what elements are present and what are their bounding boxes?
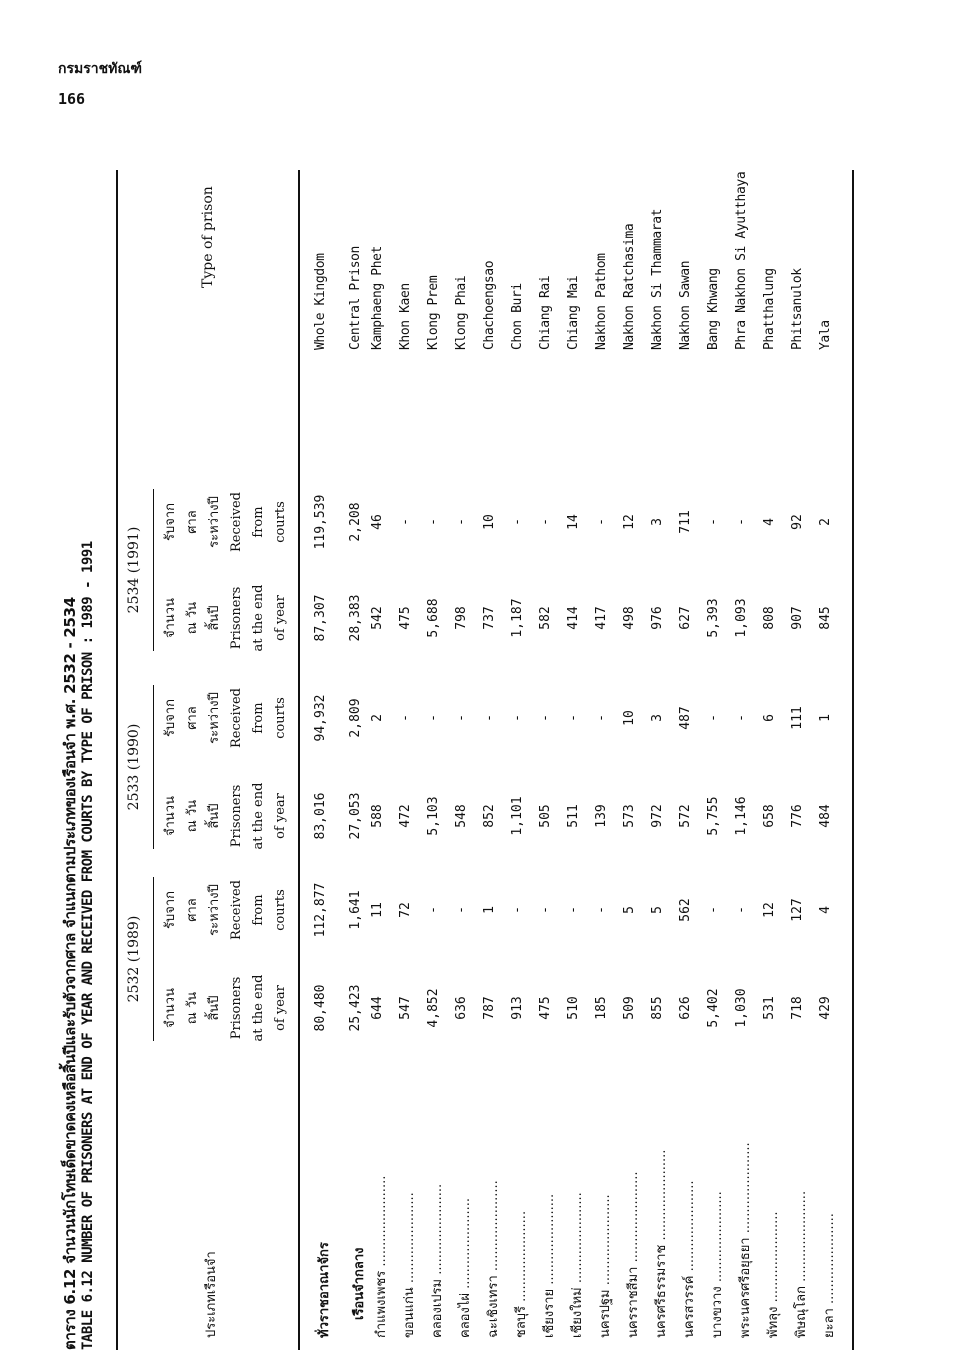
header-rule bbox=[298, 170, 300, 1350]
row-label-thai-text: นครศรีธรรมราช bbox=[654, 1244, 669, 1338]
data-cell: 509 bbox=[622, 996, 637, 1020]
data-cell: 1 bbox=[818, 714, 833, 722]
column-header-line: ระหว่างปี bbox=[207, 692, 222, 744]
column-header-line: of year bbox=[273, 793, 288, 839]
row-label-thai bbox=[538, 1194, 559, 1338]
column-header-line: Received bbox=[229, 880, 244, 940]
leader-dots: ...................... bbox=[430, 1183, 445, 1279]
data-cell: 1,187 bbox=[510, 598, 525, 638]
data-cell: 798 bbox=[454, 606, 469, 630]
data-cell: 644 bbox=[370, 996, 385, 1020]
data-cell: - bbox=[510, 518, 525, 526]
column-header-line: ระหว่างปี bbox=[207, 496, 222, 548]
data-cell: 112,877 bbox=[313, 882, 328, 938]
row-label-thai-text: เชียงราย bbox=[542, 1288, 557, 1338]
row-label-thai bbox=[454, 1198, 475, 1338]
data-cell: 11 bbox=[370, 902, 385, 918]
row-label-thai-text: กำแพงเพชร bbox=[374, 1270, 389, 1338]
row-label-english: Nakhon Ratchasima bbox=[622, 223, 637, 350]
data-cell: - bbox=[706, 714, 721, 722]
row-label-english: Nakhon Si Thammarat bbox=[650, 208, 665, 350]
leader-dots: ...................... bbox=[598, 1194, 613, 1290]
leader-dots: ...................... bbox=[794, 1190, 809, 1286]
column-header-line: Prisoners bbox=[229, 784, 244, 848]
column-header-line: ระหว่างปี bbox=[207, 884, 222, 936]
data-cell: 475 bbox=[538, 996, 553, 1020]
row-label-english: Phatthalung bbox=[762, 268, 777, 350]
rotated-table-page bbox=[18, 150, 948, 1350]
column-header-line: จำนวน bbox=[163, 796, 178, 836]
data-cell: - bbox=[510, 714, 525, 722]
data-cell: 505 bbox=[538, 804, 553, 828]
leader-dots: ...................... bbox=[486, 1180, 501, 1276]
column-header-line: รับจาก bbox=[163, 698, 178, 738]
leader-dots: ...................... bbox=[766, 1211, 781, 1307]
column-header-line: courts bbox=[273, 501, 288, 543]
data-cell: 127 bbox=[790, 898, 805, 922]
row-label-thai bbox=[426, 1184, 447, 1338]
data-cell: 5,688 bbox=[426, 598, 441, 638]
data-cell: 472 bbox=[398, 804, 413, 828]
data-cell: 2,809 bbox=[348, 698, 363, 738]
row-label-thai bbox=[762, 1212, 783, 1339]
top-rule bbox=[116, 170, 118, 1350]
data-cell: - bbox=[426, 714, 441, 722]
row-label-thai bbox=[734, 1142, 755, 1338]
data-cell: 429 bbox=[818, 996, 833, 1020]
data-cell: - bbox=[398, 518, 413, 526]
row-label-english: Kamphaeng Phet bbox=[370, 246, 385, 350]
data-cell: 845 bbox=[818, 606, 833, 630]
data-cell: 2 bbox=[370, 714, 385, 722]
row-label-thai-text: ขอนแก่น bbox=[402, 1287, 417, 1338]
row-label-thai-text: คลองไผ่ bbox=[458, 1293, 473, 1338]
data-cell: 547 bbox=[398, 996, 413, 1020]
row-label-english: Nakhon Pathom bbox=[594, 253, 609, 350]
column-header-line: สิ้นปี bbox=[207, 803, 222, 829]
column-header-line: of year bbox=[273, 985, 288, 1031]
leader-dots: ...................... bbox=[514, 1210, 529, 1306]
data-cell: 510 bbox=[566, 996, 581, 1020]
column-header-line: รับจาก bbox=[163, 502, 178, 542]
data-cell: 572 bbox=[678, 804, 693, 828]
page-number: 166 bbox=[58, 90, 86, 108]
column-header-line: from bbox=[251, 894, 266, 926]
data-cell: 548 bbox=[454, 804, 469, 828]
row-label-english: Klong Phai bbox=[454, 275, 469, 350]
data-cell: 5,755 bbox=[706, 796, 721, 836]
column-header-line: Prisoners bbox=[229, 976, 244, 1040]
row-label-thai bbox=[818, 1213, 839, 1338]
row-label-english: Whole Kingdom bbox=[313, 253, 328, 350]
leader-dots: ...................... bbox=[458, 1197, 473, 1294]
data-cell: 4 bbox=[762, 518, 777, 526]
data-cell: 14 bbox=[566, 514, 581, 530]
data-cell: 5 bbox=[650, 906, 665, 914]
data-cell: 976 bbox=[650, 606, 665, 630]
data-cell: 417 bbox=[594, 606, 609, 630]
data-cell: 787 bbox=[482, 996, 497, 1020]
data-cell: 907 bbox=[790, 606, 805, 630]
column-header-line: courts bbox=[273, 697, 288, 739]
data-cell: 737 bbox=[482, 606, 497, 630]
leader-dots: ...................... bbox=[654, 1149, 669, 1245]
leader-dots: ...................... bbox=[682, 1180, 697, 1276]
row-label-thai-text: พระนครศรีอยุธยา bbox=[738, 1237, 753, 1338]
data-cell: 185 bbox=[594, 996, 609, 1020]
data-cell: 855 bbox=[650, 996, 665, 1020]
department-header: กรมราชทัณฑ์ bbox=[58, 61, 142, 77]
data-cell: 1,030 bbox=[734, 988, 749, 1028]
data-cell: 139 bbox=[594, 804, 609, 828]
column-header-line: at the end bbox=[251, 974, 266, 1042]
row-label-english: Nakhon Sawan bbox=[678, 260, 693, 350]
data-cell: 5,402 bbox=[706, 988, 721, 1028]
leader-dots: ...................... bbox=[542, 1193, 557, 1289]
data-cell: - bbox=[734, 714, 749, 722]
data-cell: - bbox=[594, 906, 609, 914]
data-cell: 1,093 bbox=[734, 598, 749, 638]
data-cell: 808 bbox=[762, 606, 777, 630]
data-cell: - bbox=[734, 906, 749, 914]
data-cell: - bbox=[734, 518, 749, 526]
row-label-thai-text: ฉะเชิงเทรา bbox=[486, 1275, 501, 1338]
row-label-thai-text: พัทลุง bbox=[766, 1306, 781, 1338]
column-header-line: ณ วัน bbox=[185, 601, 200, 635]
data-cell: - bbox=[426, 518, 441, 526]
data-cell: 711 bbox=[678, 510, 693, 534]
column-header-line: ณ วัน bbox=[185, 991, 200, 1025]
column-header-line: courts bbox=[273, 889, 288, 931]
data-cell: 498 bbox=[622, 606, 637, 630]
row-label-english: Phitsanulok bbox=[790, 268, 805, 350]
data-cell: 531 bbox=[762, 996, 777, 1020]
data-cell: 92 bbox=[790, 514, 805, 530]
data-cell: - bbox=[454, 906, 469, 914]
data-cell: - bbox=[566, 714, 581, 722]
row-label-english: Central Prison bbox=[348, 246, 363, 350]
row-label-thai-text: บางขวาง bbox=[710, 1286, 725, 1338]
data-cell: 46 bbox=[370, 514, 385, 530]
column-header-line: รับจาก bbox=[163, 890, 178, 930]
bottom-rule bbox=[852, 170, 854, 1350]
data-cell: 80,480 bbox=[313, 984, 328, 1032]
data-cell: 87,307 bbox=[313, 594, 328, 642]
row-label-thai bbox=[678, 1180, 699, 1338]
row-label-english: Bang Khwang bbox=[706, 268, 721, 350]
data-cell: - bbox=[538, 714, 553, 722]
data-cell: 562 bbox=[678, 898, 693, 922]
row-label-english: Yala bbox=[818, 320, 833, 350]
data-cell: 484 bbox=[818, 804, 833, 828]
row-label-english: Chiang Rai bbox=[538, 275, 553, 350]
data-cell: - bbox=[594, 518, 609, 526]
data-cell: 3 bbox=[650, 518, 665, 526]
leader-dots: ...................... bbox=[570, 1192, 585, 1288]
row-label-english: Chiang Mai bbox=[566, 275, 581, 350]
data-cell: 626 bbox=[678, 996, 693, 1020]
data-cell: 582 bbox=[538, 606, 553, 630]
row-label-thai bbox=[398, 1192, 419, 1338]
column-header-line: ศาล bbox=[185, 510, 200, 534]
column-header-line: จำนวน bbox=[163, 598, 178, 638]
stub-header-thai: ประเภทเรือนจำ bbox=[204, 1251, 219, 1338]
data-cell: - bbox=[566, 906, 581, 914]
row-label-thai bbox=[510, 1211, 531, 1338]
row-label-english: Chachoengsao bbox=[482, 260, 497, 350]
column-header-line: at the end bbox=[251, 584, 266, 652]
data-cell: - bbox=[706, 906, 721, 914]
data-cell: 542 bbox=[370, 606, 385, 630]
row-label-thai-text: เชียงใหม่ bbox=[570, 1287, 585, 1338]
row-label-thai-text: คลองเปรม bbox=[430, 1278, 445, 1338]
column-header-line: จำนวน bbox=[163, 988, 178, 1028]
data-cell: 972 bbox=[650, 804, 665, 828]
data-cell: - bbox=[482, 714, 497, 722]
data-cell: 573 bbox=[622, 804, 637, 828]
data-cell: 5,103 bbox=[426, 796, 441, 836]
row-label-thai bbox=[566, 1192, 587, 1338]
row-label-english: Khon Kaen bbox=[398, 283, 413, 350]
data-cell: 3 bbox=[650, 714, 665, 722]
year-underline bbox=[153, 877, 154, 1041]
data-cell: 119,539 bbox=[313, 494, 328, 550]
column-header-line: Prisoners bbox=[229, 586, 244, 650]
data-cell: 636 bbox=[454, 996, 469, 1020]
column-header-line: Received bbox=[229, 688, 244, 748]
data-cell: - bbox=[398, 714, 413, 722]
table-title-english: TABLE 6.12 NUMBER OF PRISONERS AT END OF YEAR AND RECEIVED FROM COURTS BY TYPE OF PRISON : 1989 - 1991 bbox=[80, 541, 96, 1350]
data-cell: 1,641 bbox=[348, 890, 363, 930]
data-cell: - bbox=[510, 906, 525, 914]
data-cell: 6 bbox=[762, 714, 777, 722]
data-cell: 1,146 bbox=[734, 796, 749, 836]
row-label-thai: เรือนจำกลาง bbox=[352, 1247, 367, 1320]
row-label-thai bbox=[706, 1191, 727, 1338]
column-header-line: ณ วัน bbox=[185, 799, 200, 833]
row-label-thai bbox=[790, 1191, 811, 1338]
row-label-thai bbox=[622, 1171, 643, 1338]
row-label-english: Phra Nakhon Si Ayutthaya bbox=[734, 171, 749, 350]
data-cell: - bbox=[454, 714, 469, 722]
data-cell: 5 bbox=[622, 906, 637, 914]
data-cell: 1 bbox=[482, 906, 497, 914]
data-cell: 111 bbox=[790, 706, 805, 730]
data-cell: 2,208 bbox=[348, 502, 363, 542]
leader-dots: ...................... bbox=[626, 1171, 641, 1267]
data-cell: - bbox=[706, 518, 721, 526]
data-cell: 5,393 bbox=[706, 598, 721, 638]
row-label-thai bbox=[482, 1180, 503, 1338]
data-cell: 776 bbox=[790, 804, 805, 828]
data-cell: 4,852 bbox=[426, 988, 441, 1028]
data-cell: 658 bbox=[762, 804, 777, 828]
data-cell: 1,101 bbox=[510, 796, 525, 836]
data-cell: 10 bbox=[482, 514, 497, 530]
data-cell: 487 bbox=[678, 706, 693, 730]
data-cell: 10 bbox=[622, 710, 637, 726]
data-cell: 913 bbox=[510, 996, 525, 1020]
year-header: 2532 (1989) bbox=[126, 915, 142, 1003]
row-label-thai-text: นครราชสีมา bbox=[626, 1266, 641, 1338]
column-header-line: สิ้นปี bbox=[207, 605, 222, 631]
stub-header-english: Type of prison bbox=[200, 186, 216, 288]
data-cell: 28,383 bbox=[348, 594, 363, 642]
data-cell: 627 bbox=[678, 606, 693, 630]
leader-dots: ...................... bbox=[374, 1175, 389, 1271]
data-cell: 852 bbox=[482, 804, 497, 828]
data-cell: 511 bbox=[566, 804, 581, 828]
data-cell: 718 bbox=[790, 996, 805, 1020]
row-label-thai bbox=[594, 1194, 615, 1338]
leader-dots: ...................... bbox=[710, 1191, 725, 1287]
data-cell: 588 bbox=[370, 804, 385, 828]
data-cell: - bbox=[454, 518, 469, 526]
data-cell: - bbox=[538, 518, 553, 526]
row-label-thai bbox=[370, 1176, 391, 1338]
leader-dots: ...................... bbox=[822, 1213, 837, 1309]
column-header-line: สิ้นปี bbox=[207, 995, 222, 1021]
row-label-thai bbox=[650, 1150, 671, 1338]
data-cell: 12 bbox=[622, 514, 637, 530]
row-label-thai-text: ยะลา bbox=[822, 1308, 837, 1338]
year-header: 2533 (1990) bbox=[126, 723, 142, 811]
column-header-line: ศาล bbox=[185, 706, 200, 730]
data-cell: - bbox=[538, 906, 553, 914]
row-label-english: Klong Prem bbox=[426, 275, 441, 350]
year-underline bbox=[153, 685, 154, 849]
data-cell: 2 bbox=[818, 518, 833, 526]
column-header-line: ศาล bbox=[185, 898, 200, 922]
data-cell: 414 bbox=[566, 606, 581, 630]
row-label-english: Chon Buri bbox=[510, 283, 525, 350]
leader-dots: ...................... bbox=[402, 1192, 417, 1288]
year-header: 2534 (1991) bbox=[126, 526, 142, 614]
data-cell: 25,423 bbox=[348, 984, 363, 1032]
row-label-thai: ทั่วราชอาณาจักร bbox=[317, 1242, 332, 1338]
column-header-line: Received bbox=[229, 492, 244, 552]
year-underline bbox=[153, 489, 154, 651]
data-cell: 72 bbox=[398, 902, 413, 918]
data-cell: - bbox=[426, 906, 441, 914]
column-header-line: at the end bbox=[251, 782, 266, 850]
table-title-thai: ตาราง 6.12 จำนวนนักโทษเด็ดขาดคงเหลือสิ้นปีและรับตัวจากศาล จำแนกตามประเภทของเรือนจำ พ.ศ. 2532 - 2534 bbox=[61, 597, 79, 1350]
data-cell: 83,016 bbox=[313, 792, 328, 840]
row-label-thai-text: นครปฐม bbox=[598, 1289, 613, 1338]
data-cell: 27,053 bbox=[348, 792, 363, 840]
leader-dots: ...................... bbox=[738, 1142, 753, 1238]
column-header-line: of year bbox=[273, 595, 288, 641]
data-cell: - bbox=[594, 714, 609, 722]
row-label-thai-text: นครสวรรค์ bbox=[682, 1275, 697, 1338]
row-label-thai-text: พิษณุโลก bbox=[794, 1285, 809, 1338]
row-label-thai-text: ชลบุรี bbox=[514, 1305, 529, 1338]
data-cell: 94,932 bbox=[313, 694, 328, 742]
data-cell: 12 bbox=[762, 902, 777, 918]
data-cell: 475 bbox=[398, 606, 413, 630]
column-header-line: from bbox=[251, 702, 266, 734]
data-cell: 4 bbox=[818, 906, 833, 914]
column-header-line: from bbox=[251, 506, 266, 538]
